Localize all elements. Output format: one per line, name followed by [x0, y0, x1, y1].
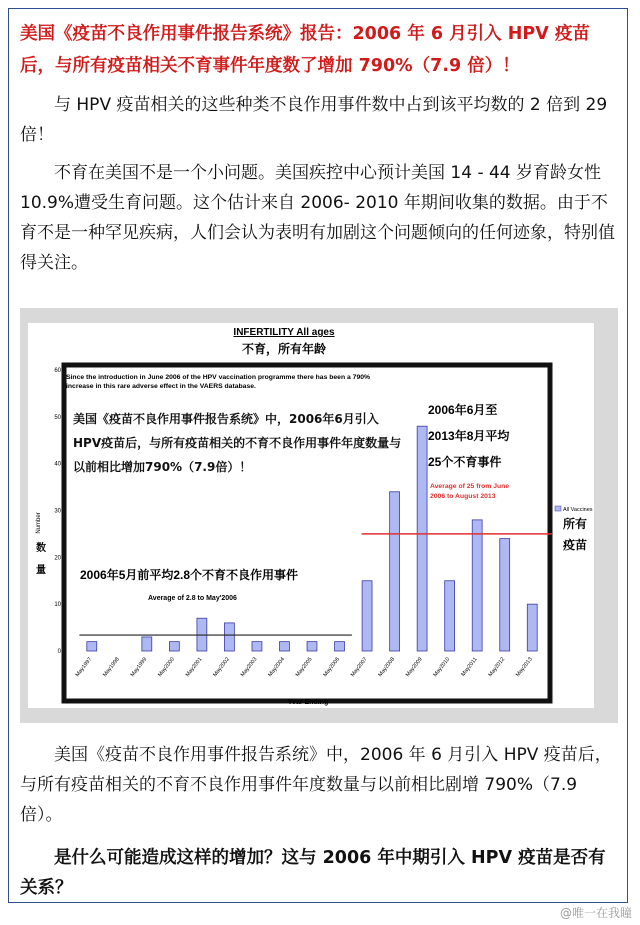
x-tick-May2000: May2000	[157, 656, 176, 679]
y-tick-10: 10	[54, 602, 61, 609]
headline: 美国《疫苗不良作用事件报告系统》报告：2006 年 6 月引入 HPV 疫苗后，与所有疫苗相关不育事件年度数了增加 790%（7.9 倍）！	[20, 24, 590, 76]
annotation-en-text: Since the introduction in June 2006 of the HPV vaccination programme there has been a 790% increase in this rare adverse effect in the VAERS database.	[66, 374, 371, 390]
x-tick-May2010: May2010	[432, 656, 452, 679]
bar-May2004	[280, 642, 290, 651]
bar-May2011	[472, 520, 482, 651]
legend-label-cn-2: 疫苗	[563, 538, 588, 552]
y-tick-30: 30	[54, 508, 61, 515]
x-tick-May2009: May2009	[405, 656, 424, 679]
post-average-cn-label-2: 2013年8月平均	[428, 429, 510, 443]
x-tick-May2002: May2002	[212, 656, 231, 679]
pre-average-en-label: Average of 2.8 to May'2006	[148, 595, 237, 602]
x-tick-May2008: May2008	[377, 656, 397, 679]
annotation-cn-text: 美国《疫苗不良作用事件报告系统》中，2006年6月引入HPV疫苗后，与所有疫苗相关的不育不良作用事件年度数量与以前相比增加790%（7.9倍）！	[73, 412, 402, 474]
pre-average-cn-label: 2006年5月前平均2.8个不育不良作用事件	[80, 568, 299, 582]
y-tick-50: 50	[54, 414, 61, 421]
bar-May2010	[445, 581, 455, 651]
annotation-cn-box	[73, 407, 403, 485]
y-tick-40: 40	[54, 461, 61, 468]
bar-May2000	[169, 642, 179, 651]
infertility-bar-chart	[28, 323, 594, 708]
x-tick-May2013: May2013	[515, 656, 534, 679]
watermark: @唯一在我瞳	[559, 906, 632, 920]
x-tick-May2003: May2003	[239, 656, 259, 679]
annotation-en-box	[66, 373, 396, 403]
bar-May2003	[252, 642, 262, 651]
x-tick-May2005: May2005	[294, 656, 314, 679]
post-average-en-label-1: Average of 25 from June	[430, 483, 510, 490]
x-tick-May2007: May2007	[349, 656, 369, 679]
legend-label: All Vaccines	[563, 507, 593, 513]
x-tick-May2011: May2011	[460, 656, 479, 678]
x-tick-May1999: May1999	[129, 656, 149, 679]
x-tick-May2001: May2001	[184, 656, 204, 679]
chart-panel	[28, 323, 594, 708]
bar-May2008	[390, 492, 400, 651]
closing-question: 是什么可能造成这样的增加？这与 2006 年中期引入 HPV 疫苗是否有关系？	[20, 848, 606, 898]
bar-May2012	[500, 539, 510, 651]
bar-May2002	[224, 623, 234, 651]
bar-May1999	[142, 637, 152, 651]
paragraph-3: 美国《疫苗不良作用事件报告系统》中，2006 年 6 月引入 HPV 疫苗后，与所有疫苗相关的不育不良作用事件年度数量与以前相比剧增 790%（7.9 倍）。	[20, 745, 612, 825]
y-axis-label-cn-2: 量	[36, 565, 46, 576]
y-tick-60: 60	[54, 368, 61, 374]
post-average-en-label-2: 2006 to August 2013	[430, 493, 496, 500]
chart-title-cn: 不育，所有年龄	[241, 342, 327, 356]
y-axis-label: Number	[36, 512, 42, 534]
x-tick-May2004: May2004	[267, 656, 287, 679]
bar-May1997	[87, 642, 97, 651]
post-average-cn-label-3: 25个不育事件	[428, 455, 502, 469]
bar-May2009	[417, 426, 427, 651]
bar-May2013	[527, 604, 537, 651]
post-average-cn-label-1: 2006年6月至	[428, 403, 498, 417]
legend-swatch	[555, 506, 561, 511]
paragraph-2: 不育在美国不是一个小问题。美国疾控中心预计美国 14 - 44 岁育龄女性 10.9%遭受生育问题。这个估计来自 2006- 2010 年期间收集的数据。由于不育不是一种罕见疾病，人们会认为表明有加剧这个问题倾向的任何迹象，特别值得关注。	[20, 163, 615, 273]
bar-May2006	[335, 642, 345, 651]
legend-label-cn-1: 所有	[563, 517, 588, 531]
x-tick-May1998: May1998	[102, 656, 121, 679]
y-tick-0: 0	[57, 649, 61, 655]
paragraph-1: 与 HPV 疫苗相关的这些种类不良作用事件数中占到该平均数的 2 倍到 29 倍！	[20, 95, 608, 145]
bar-May2007	[362, 581, 372, 651]
y-axis-label-cn-1: 数	[36, 543, 46, 554]
x-tick-May2012: May2012	[487, 656, 507, 679]
x-tick-May2006: May2006	[322, 656, 342, 679]
chart-title: INFERTILITY All ages	[233, 327, 335, 338]
x-tick-May1997: May1997	[74, 656, 94, 679]
x-axis-label: Year Ending	[287, 699, 329, 706]
y-tick-20: 20	[54, 555, 61, 562]
bar-May2005	[307, 642, 317, 651]
